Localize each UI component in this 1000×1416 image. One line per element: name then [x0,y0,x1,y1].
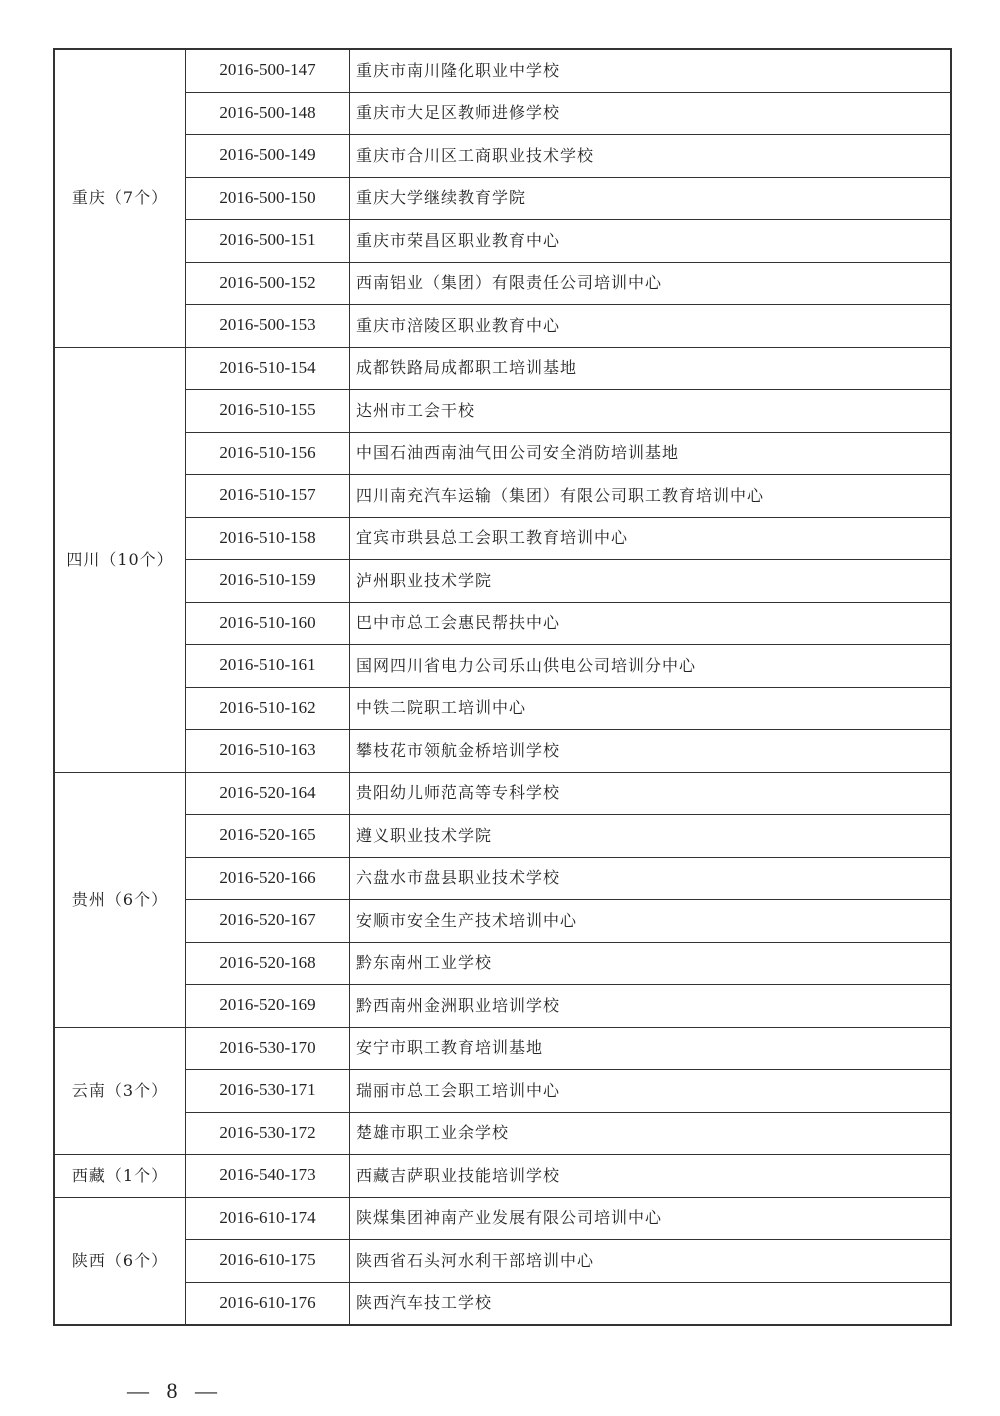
code-cell: 2016-500-152 [186,262,350,305]
province-cell: 重庆（7个） [54,49,186,347]
institution-name-cell: 重庆市合川区工商职业技术学校 [350,135,952,178]
code-cell: 2016-510-160 [186,602,350,645]
institution-name-cell: 重庆市大足区教师进修学校 [350,92,952,135]
table-row [54,1197,951,1240]
province-cell: 陕西（6个） [54,1197,186,1325]
institution-name-cell: 国网四川省电力公司乐山供电公司培训分中心 [350,645,952,688]
code-cell: 2016-610-174 [186,1197,350,1240]
code-cell: 2016-510-163 [186,730,350,773]
institution-name-cell: 黔西南州金洲职业培训学校 [350,985,952,1028]
code-cell: 2016-520-166 [186,857,350,900]
code-cell: 2016-530-170 [186,1027,350,1070]
code-cell: 2016-530-172 [186,1112,350,1155]
code-cell: 2016-510-154 [186,347,350,390]
institution-name-cell: 中铁二院职工培训中心 [350,687,952,730]
institution-name-cell: 贵阳幼儿师范高等专科学校 [350,772,952,815]
table-row [54,942,951,985]
code-cell: 2016-610-176 [186,1282,350,1325]
province-cell: 四川（10个） [54,347,186,772]
code-cell: 2016-510-161 [186,645,350,688]
table-row [54,305,951,348]
code-cell: 2016-520-165 [186,815,350,858]
table-row [54,135,951,178]
table-row [54,347,951,390]
institution-name-cell: 宜宾市珙县总工会职工教育培训中心 [350,517,952,560]
table-row [54,772,951,815]
institution-name-cell: 黔东南州工业学校 [350,942,952,985]
institution-name-cell: 遵义职业技术学院 [350,815,952,858]
institution-name-cell: 西南铝业（集团）有限责任公司培训中心 [350,262,952,305]
institution-name-cell: 西藏吉萨职业技能培训学校 [350,1155,952,1198]
institution-name-cell: 重庆市荣昌区职业教育中心 [350,220,952,263]
table-row [54,220,951,263]
code-cell: 2016-510-158 [186,517,350,560]
table-row [54,645,951,688]
table-row [54,900,951,943]
institution-name-cell: 达州市工会干校 [350,390,952,433]
institution-name-cell: 成都铁路局成都职工培训基地 [350,347,952,390]
code-cell: 2016-510-159 [186,560,350,603]
code-cell: 2016-520-169 [186,985,350,1028]
institution-name-cell: 重庆大学继续教育学院 [350,177,952,220]
table-row [54,1155,951,1198]
institution-name-cell: 中国石油西南油气田公司安全消防培训基地 [350,432,952,475]
institution-name-cell: 四川南充汽车运输（集团）有限公司职工教育培训中心 [350,475,952,518]
code-cell: 2016-540-173 [186,1155,350,1198]
code-cell: 2016-500-149 [186,135,350,178]
institution-name-cell: 泸州职业技术学院 [350,560,952,603]
institution-name-cell: 陕煤集团神南产业发展有限公司培训中心 [350,1197,952,1240]
code-cell: 2016-500-151 [186,220,350,263]
code-cell: 2016-500-148 [186,92,350,135]
code-cell: 2016-520-164 [186,772,350,815]
institution-name-cell: 陕西省石头河水利干部培训中心 [350,1240,952,1283]
code-cell: 2016-510-162 [186,687,350,730]
table-row [54,262,951,305]
code-cell: 2016-530-171 [186,1070,350,1113]
page-number: — 8 — [127,1378,223,1403]
institution-name-cell: 陕西汽车技工学校 [350,1282,952,1325]
table-row [54,1070,951,1113]
table-row [54,1112,951,1155]
institution-name-cell: 巴中市总工会惠民帮扶中心 [350,602,952,645]
institution-table [53,48,952,1326]
table-row [54,475,951,518]
institution-name-cell: 攀枝花市领航金桥培训学校 [350,730,952,773]
code-cell: 2016-520-167 [186,900,350,943]
code-cell: 2016-610-175 [186,1240,350,1283]
institution-name-cell: 安顺市安全生产技术培训中心 [350,900,952,943]
institution-name-cell: 楚雄市职工业余学校 [350,1112,952,1155]
table-row [54,517,951,560]
table-row [54,560,951,603]
table-row [54,92,951,135]
table-row [54,1282,951,1325]
table-body [54,49,951,1325]
table-row [54,985,951,1028]
code-cell: 2016-510-156 [186,432,350,475]
table-row [54,1240,951,1283]
table-row [54,687,951,730]
province-cell: 云南（3个） [54,1027,186,1155]
table-row [54,857,951,900]
code-cell: 2016-500-153 [186,305,350,348]
institution-name-cell: 安宁市职工教育培训基地 [350,1027,952,1070]
code-cell: 2016-510-157 [186,475,350,518]
table-row [54,432,951,475]
province-cell: 西藏（1个） [54,1155,186,1198]
table-row [54,49,951,92]
institution-name-cell: 重庆市南川隆化职业中学校 [350,49,952,92]
institution-name-cell: 瑞丽市总工会职工培训中心 [350,1070,952,1113]
table-row [54,177,951,220]
code-cell: 2016-510-155 [186,390,350,433]
code-cell: 2016-500-150 [186,177,350,220]
table-row [54,730,951,773]
table-row [54,815,951,858]
table-row [54,602,951,645]
code-cell: 2016-500-147 [186,49,350,92]
table-row [54,1027,951,1070]
province-cell: 贵州（6个） [54,772,186,1027]
table-row [54,390,951,433]
code-cell: 2016-520-168 [186,942,350,985]
institution-name-cell: 六盘水市盘县职业技术学校 [350,857,952,900]
institution-name-cell: 重庆市涪陵区职业教育中心 [350,305,952,348]
